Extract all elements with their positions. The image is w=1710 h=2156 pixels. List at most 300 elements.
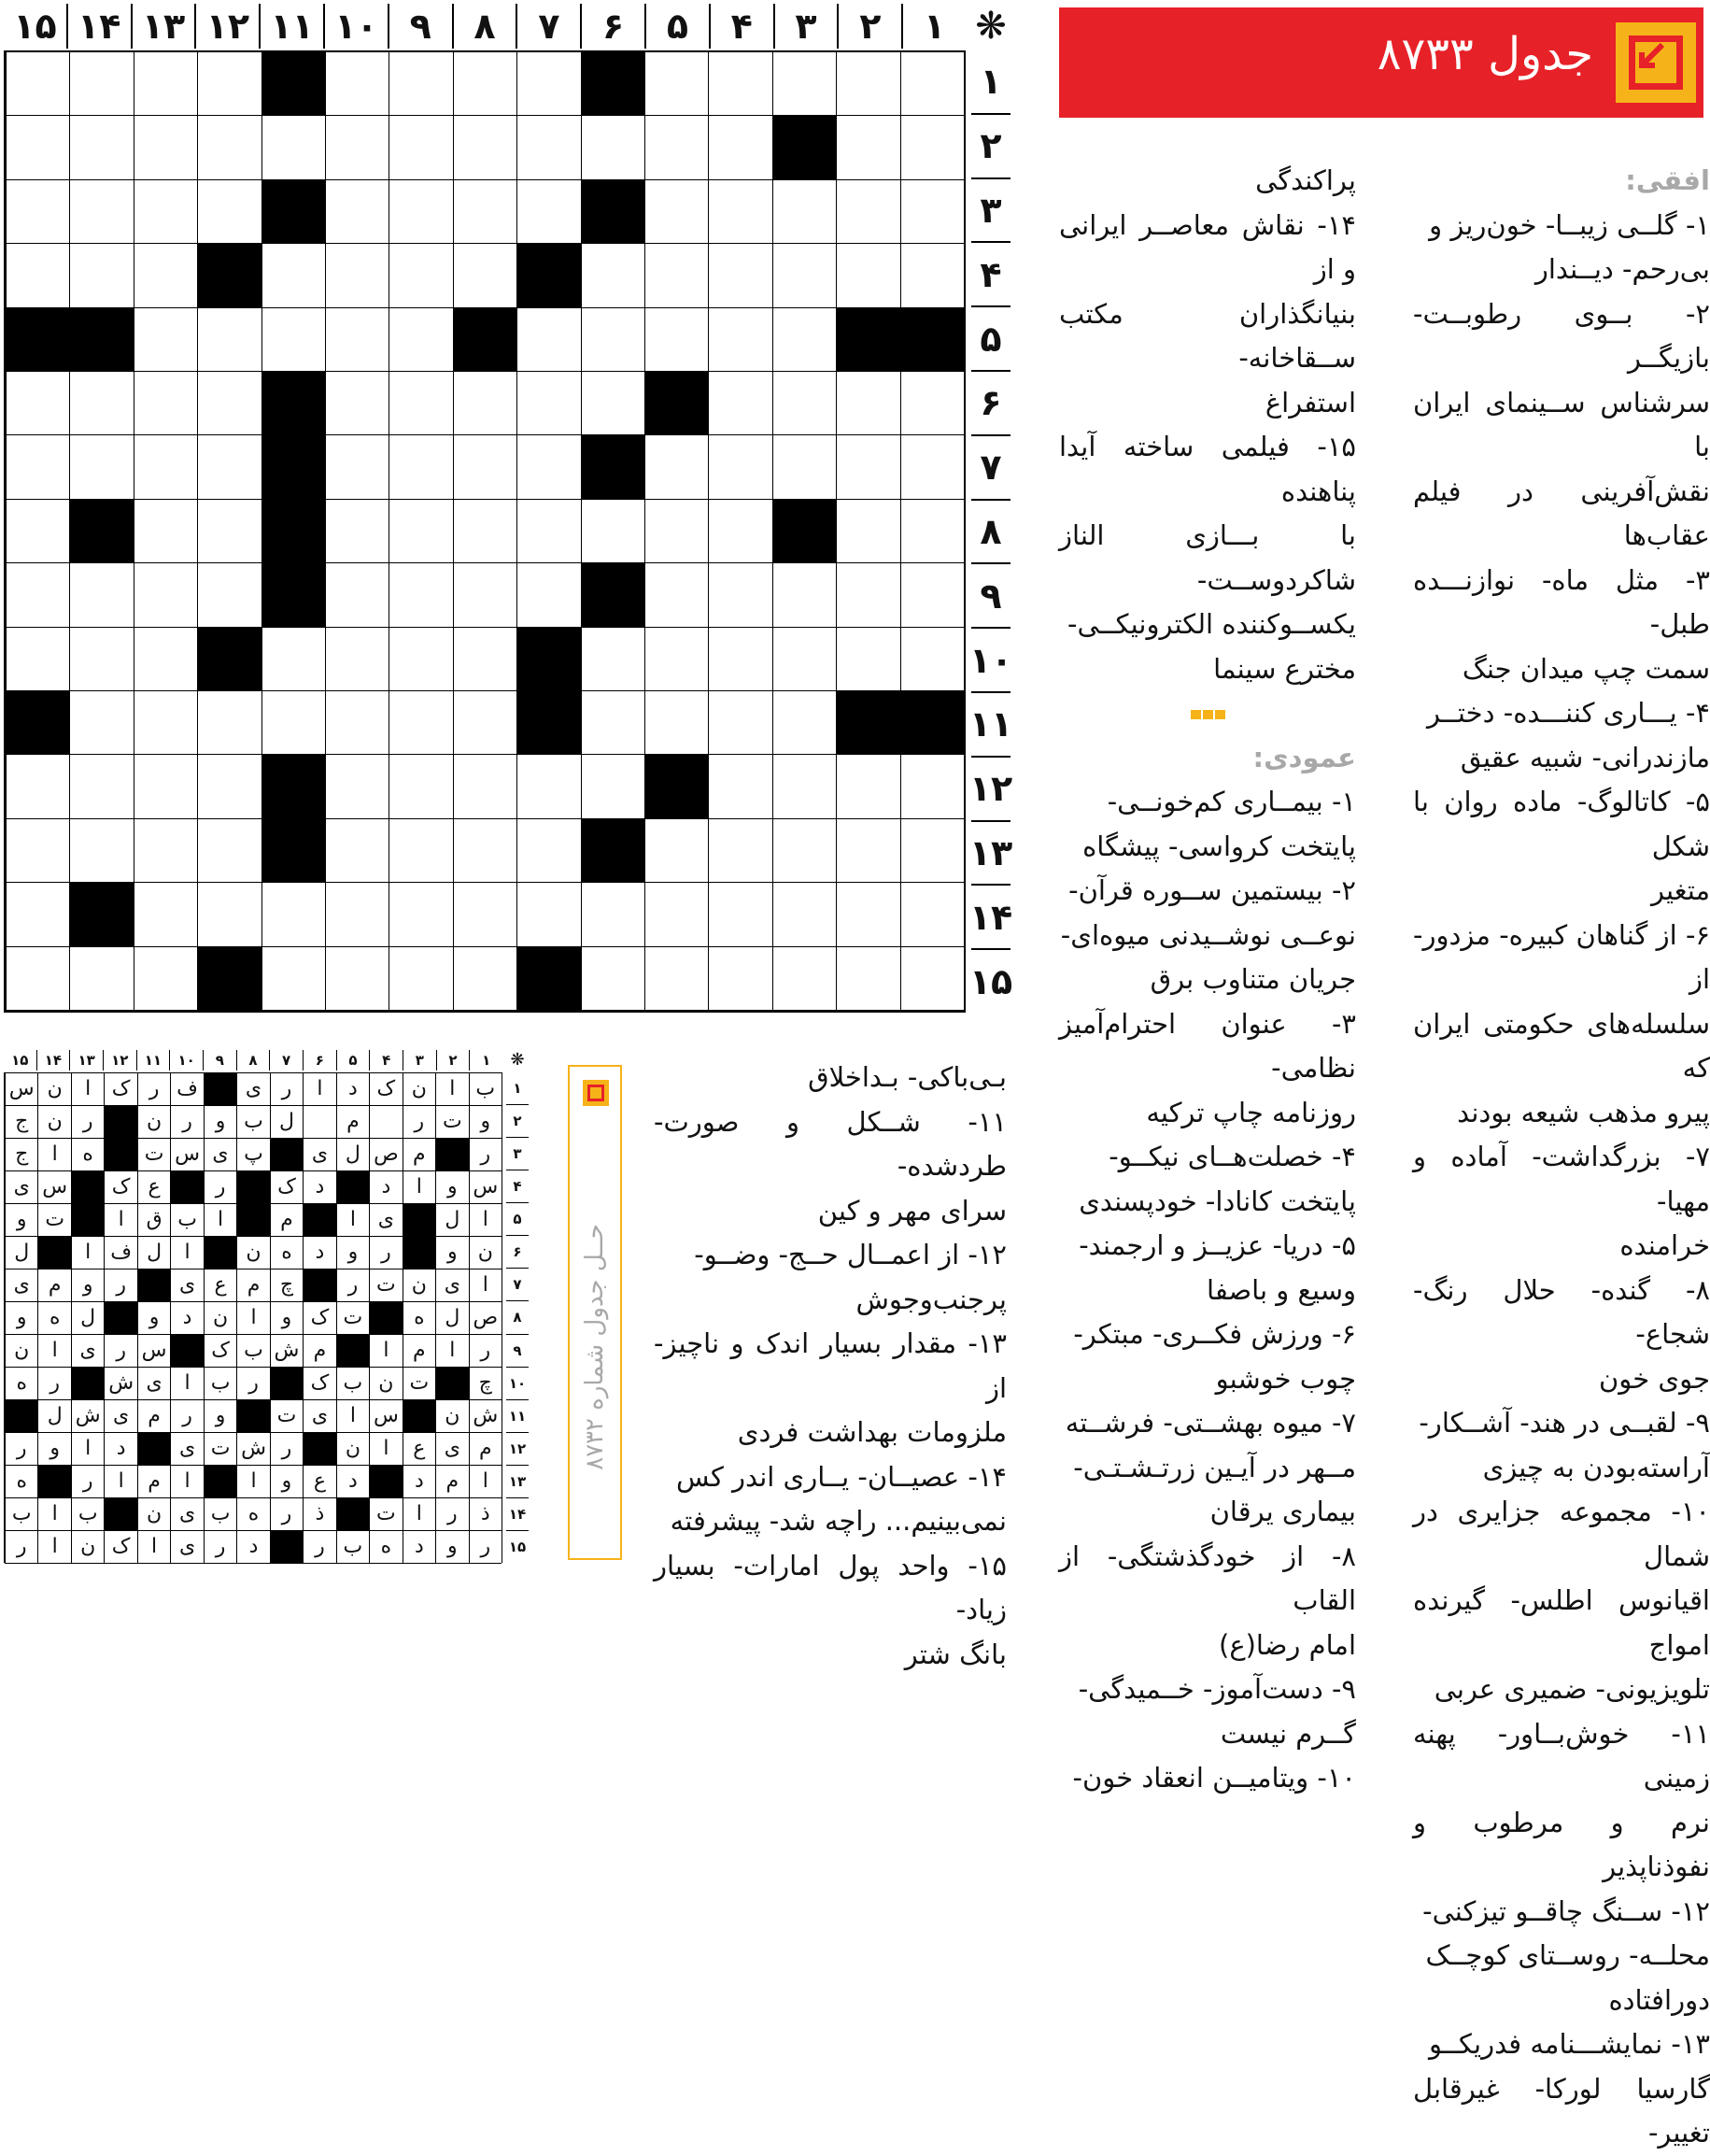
black-cell [6, 308, 69, 372]
empty-cell [581, 244, 644, 307]
empty-cell [516, 372, 580, 435]
row-number: ۵ [971, 307, 1010, 372]
column-number: ۷ [516, 4, 580, 49]
solution-column-numbers [4, 1050, 502, 1071]
clue-line: ۴- خصلت‌هــای نیکــو- [1109, 1141, 1356, 1172]
solution-cell: ت [204, 1433, 236, 1466]
clue-line: جریان متناوب برق [1150, 963, 1356, 995]
solution-cell: ا [170, 1466, 203, 1498]
solution-cell: ا [137, 1531, 170, 1564]
empty-cell [325, 819, 389, 883]
empty-cell [6, 180, 69, 244]
clue-line: با بـــازی الناز شاکردوســت- [1059, 519, 1356, 596]
clue-line: ۳- عنوان احترام‌آمیز نظامی- [1059, 1007, 1356, 1084]
empty-cell [325, 883, 389, 946]
empty-cell [6, 883, 69, 946]
solution-black-cell [303, 1433, 335, 1466]
empty-cell [261, 691, 325, 755]
solution-cell: و [336, 1237, 369, 1269]
solution-black-cell [170, 1171, 203, 1204]
empty-cell [644, 691, 708, 755]
solution-cell: م [403, 1335, 435, 1368]
solution-cell: ت [37, 1204, 70, 1237]
clue-line: ۱۱- شــکل و صورت- طردشده- [654, 1105, 1007, 1182]
clue-line: نرم و مرطوب و نفوذناپذیر [1413, 1806, 1710, 1882]
empty-cell [6, 435, 69, 499]
solution-cell: ب [336, 1368, 369, 1400]
solution-black-cell [435, 1139, 468, 1171]
solution-cell: ت [137, 1139, 170, 1171]
empty-cell [453, 563, 516, 627]
empty-cell [516, 52, 580, 116]
solution-cell: ک [303, 1302, 335, 1335]
empty-cell [134, 244, 197, 307]
row-number: ۱۰ [971, 629, 1010, 693]
solution-column-number: ۸ [236, 1050, 270, 1071]
solution-cell: م [137, 1466, 170, 1498]
clue-line: ۲- بــوی رطوبــت- بازیگــر [1413, 297, 1710, 374]
empty-cell [6, 755, 69, 818]
solution-cell: ا [170, 1368, 203, 1400]
clue-line: مــهر در آیـین زرتـشـتـی- [1073, 1451, 1356, 1483]
empty-cell [261, 116, 325, 179]
solution-row-number: ۴ [506, 1170, 529, 1203]
black-cell [69, 308, 133, 372]
row-number: ۱۲ [971, 758, 1010, 822]
empty-cell [453, 500, 516, 563]
empty-cell [836, 628, 899, 691]
solution-row-number: ۲ [506, 1105, 529, 1138]
empty-cell [836, 947, 899, 1011]
clue-line: بـی‌باکی- بـداخلاق [808, 1061, 1007, 1093]
empty-cell [389, 435, 452, 499]
empty-cell [581, 628, 644, 691]
solution-cell: ر [71, 1466, 104, 1498]
solution-cell: ی [369, 1204, 402, 1237]
black-cell [516, 947, 580, 1011]
row-number: ۲ [971, 115, 1010, 179]
empty-cell [708, 628, 771, 691]
empty-cell [644, 116, 708, 179]
empty-cell [453, 628, 516, 691]
solution-cell: د [303, 1171, 335, 1204]
empty-cell [516, 883, 580, 946]
solution-cell: ک [303, 1368, 335, 1400]
black-cell [197, 244, 261, 307]
empty-cell [6, 819, 69, 883]
solution-black-cell [435, 1368, 468, 1400]
column-number: ۱۱ [259, 4, 323, 49]
empty-cell [134, 755, 197, 818]
solution-cell: ر [469, 1531, 502, 1564]
black-cell [261, 52, 325, 116]
empty-cell [581, 308, 644, 372]
empty-cell [389, 883, 452, 946]
empty-cell [581, 755, 644, 818]
solution-cell: ه [5, 1466, 37, 1498]
empty-cell [197, 883, 261, 946]
solution-black-cell [71, 1171, 104, 1204]
solution-cell: و [469, 1106, 502, 1139]
empty-cell [900, 819, 964, 883]
solution-column-number: ۷ [269, 1050, 303, 1071]
solution-cell: ی [104, 1400, 136, 1433]
empty-cell [900, 883, 964, 946]
solution-black-cell [236, 1171, 269, 1204]
empty-cell [134, 435, 197, 499]
clue-line: بانگ شتر [904, 1638, 1007, 1670]
clue-line: بی‌رحم- دیــندار [1534, 253, 1710, 285]
solution-cell: ر [170, 1400, 203, 1433]
empty-cell [644, 819, 708, 883]
solution-cell: ا [469, 1466, 502, 1498]
clue-line: ۱۳- نمایشـــنامه فدریکــو [1429, 2028, 1710, 2060]
solution-column-number: ۱۳ [69, 1050, 103, 1071]
solution-black-cell [403, 1204, 435, 1237]
row-number: ۱ [971, 50, 1010, 115]
black-cell [261, 435, 325, 499]
empty-cell [325, 691, 389, 755]
empty-cell [325, 372, 389, 435]
empty-cell [134, 52, 197, 116]
clue-line: پایتخت کانادا- خودپسندی [1079, 1184, 1356, 1217]
empty-cell [644, 563, 708, 627]
solution-cell: ل [435, 1302, 468, 1335]
solution-cell: ی [435, 1269, 468, 1302]
solution-cell: ن [403, 1269, 435, 1302]
solution-cell: ک [204, 1335, 236, 1368]
empty-cell [516, 819, 580, 883]
solution-row-number: ۱۵ [508, 1538, 527, 1555]
solution-black-cell [137, 1433, 170, 1466]
clue-line: بیماری یرقان [1209, 1496, 1356, 1527]
solution-cell: ی [137, 1368, 170, 1400]
solution-black-cell [236, 1400, 269, 1433]
empty-cell [772, 244, 836, 307]
empty-cell [134, 628, 197, 691]
empty-cell [134, 691, 197, 755]
solution-cell: ه [236, 1498, 269, 1531]
black-cell [197, 628, 261, 691]
empty-cell [581, 500, 644, 563]
row-number: ۱۱ [971, 693, 1010, 758]
solution-black-cell [204, 1237, 236, 1269]
empty-cell [836, 435, 899, 499]
empty-cell [900, 628, 964, 691]
clue-line: ۴- یـــاری کننـــده- دختــر [1426, 697, 1710, 729]
empty-cell [325, 500, 389, 563]
solution-cell: ت [369, 1498, 402, 1531]
solution-cell: و [5, 1204, 37, 1237]
column-number: ۱۳ [131, 4, 195, 49]
empty-cell [453, 244, 516, 307]
clue-line: ۱۰- مجموعه جزایری در شمال [1413, 1496, 1710, 1572]
solution-cell: ر [469, 1335, 502, 1368]
clue-line: امام رضا(ع) [1219, 1628, 1356, 1661]
solution-cell: ا [71, 1433, 104, 1466]
clue-line: یکســوکننده الکترونیکــی- [1067, 608, 1356, 640]
empty-cell [900, 563, 964, 627]
row-number: ۱۳ [971, 822, 1010, 887]
empty-cell [772, 52, 836, 116]
clue-line: نوعــی نوشــیدنی میوه‌ای- [1060, 918, 1356, 951]
empty-cell [69, 372, 133, 435]
empty-cell [6, 244, 69, 307]
empty-cell [644, 947, 708, 1011]
empty-cell [900, 244, 964, 307]
solution-logo-icon [583, 1080, 609, 1106]
empty-cell [453, 372, 516, 435]
solution-cell: ی [5, 1269, 37, 1302]
empty-cell [453, 116, 516, 179]
solution-black-cell [270, 1368, 303, 1400]
solution-cell: و [435, 1171, 468, 1204]
column-number: ۳ [773, 4, 838, 49]
solution-cell: ر [104, 1269, 136, 1302]
empty-cell [516, 500, 580, 563]
empty-cell [261, 883, 325, 946]
empty-cell [900, 52, 964, 116]
black-cell [581, 563, 644, 627]
solution-cell: ص [469, 1302, 502, 1335]
empty-cell [708, 563, 771, 627]
empty-cell [69, 563, 133, 627]
empty-cell [708, 500, 771, 563]
solution-cell: ر [270, 1073, 303, 1106]
empty-cell [772, 372, 836, 435]
solution-cell: ا [336, 1204, 369, 1237]
empty-cell [453, 883, 516, 946]
row-number: ۱۵ [968, 960, 1013, 1002]
empty-cell [389, 755, 452, 818]
clue-line: گارسیا لورکا- غیرقابل تغییر- [1413, 2072, 1710, 2149]
separator-dots-icon [1059, 691, 1356, 736]
row-number: ۷ [971, 436, 1010, 501]
empty-cell [516, 180, 580, 244]
solution-column-number: ۱۱ [136, 1050, 170, 1071]
solution-cell: ل [336, 1139, 369, 1171]
clue-line: ۲- بیستمین ســوره قرآن- [1068, 874, 1356, 906]
solution-cell: ن [435, 1400, 468, 1433]
solution-cell: ت [270, 1400, 303, 1433]
solution-black-cell [336, 1171, 369, 1204]
solution-cell: ن [137, 1106, 170, 1139]
solution-row-number: ۱۴ [506, 1498, 529, 1531]
solution-cell: ه [37, 1302, 70, 1335]
solution-row-number: ۶ [506, 1236, 529, 1269]
black-cell [516, 244, 580, 307]
solution-column-number: ۱۲ [103, 1050, 136, 1071]
clue-line: ۱۲- از اعمــال حــج- وضــو- [694, 1239, 1007, 1270]
empty-cell [581, 691, 644, 755]
solution-cell: م [469, 1433, 502, 1466]
solution-black-cell [303, 1269, 335, 1302]
solution-cell: ن [369, 1368, 402, 1400]
solution-cell: ن [336, 1433, 369, 1466]
empty-cell [644, 308, 708, 372]
solution-column-number: ۳ [403, 1050, 436, 1071]
solution-cell: ک [104, 1171, 136, 1204]
empty-cell [581, 947, 644, 1011]
solution-cell: ا [71, 1073, 104, 1106]
empty-cell [836, 116, 899, 179]
solution-cell: ش [104, 1368, 136, 1400]
solution-column-number: ۱ [469, 1050, 502, 1071]
empty-cell [453, 435, 516, 499]
solution-cell: ل [137, 1237, 170, 1269]
solution-black-cell [71, 1204, 104, 1237]
clue-line: ۱۴- عصیــان- یــاری اندر کس [675, 1460, 1007, 1493]
clue-line: ۱۳- مقدار بسیار اندک و ناچیز- از [654, 1327, 1007, 1404]
solution-cell: ت [369, 1269, 402, 1302]
solution-cell: ر [435, 1498, 468, 1531]
empty-cell [325, 435, 389, 499]
empty-cell [261, 244, 325, 307]
solution-cell: د [104, 1433, 136, 1466]
empty-cell [581, 372, 644, 435]
solution-cell: ب [236, 1335, 269, 1368]
empty-cell [69, 628, 133, 691]
empty-cell [197, 819, 261, 883]
solution-column-number: ۱۴ [36, 1050, 70, 1071]
solution-column-number: ۵ [336, 1050, 370, 1071]
clue-line: ملزومات بهداشت فردی [737, 1416, 1007, 1448]
solution-cell: و [204, 1106, 236, 1139]
black-cell [261, 563, 325, 627]
solution-cell: م [270, 1204, 303, 1237]
solution-cell: د [303, 1237, 335, 1269]
solution-cell: م [403, 1139, 435, 1171]
black-cell [261, 372, 325, 435]
empty-cell [772, 435, 836, 499]
solution-cell: ر [170, 1106, 203, 1139]
empty-cell [453, 52, 516, 116]
clue-line: دورافتاده [1608, 1983, 1710, 2016]
solution-cell: ی [170, 1531, 203, 1564]
solution-cell: ت [435, 1106, 468, 1139]
clues-column-horizontal [1413, 159, 1710, 2156]
clue-line: ۱۱- خوش‌بــاور- پهنه زمینی [1413, 1717, 1710, 1794]
empty-cell [6, 116, 69, 179]
clue-line: ۱۲- ســنگ چاقــو تیزکنی- [1422, 1894, 1710, 1927]
clue-line: مخترع سینما [1213, 652, 1356, 685]
empty-cell [69, 244, 133, 307]
solution-cell: ا [435, 1073, 468, 1106]
black-cell [900, 308, 964, 372]
empty-cell [708, 244, 771, 307]
solution-column-number: ۱۵ [11, 1052, 29, 1069]
clue-heading: افقی: [1625, 164, 1710, 196]
empty-cell [6, 947, 69, 1011]
solution-cell: ا [104, 1466, 136, 1498]
empty-cell [6, 372, 69, 435]
black-cell [516, 691, 580, 755]
solution-label-box [568, 1065, 622, 1560]
solution-cell: پ [236, 1139, 269, 1171]
empty-cell [69, 52, 133, 116]
solution-cell: ر [303, 1531, 335, 1564]
empty-cell [6, 628, 69, 691]
solution-cell: ق [137, 1204, 170, 1237]
empty-cell [836, 563, 899, 627]
row-numbers [968, 50, 1013, 1013]
clue-line: روزنامه چاپ ترکیه [1146, 1096, 1356, 1128]
empty-cell [708, 116, 771, 179]
solution-row-number: ۵ [506, 1203, 529, 1236]
clue-line: سرشناس ســینمای ایران با [1413, 386, 1710, 462]
empty-cell [836, 52, 899, 116]
empty-cell [134, 563, 197, 627]
solution-cell: ا [336, 1400, 369, 1433]
black-cell [581, 52, 644, 116]
empty-cell [708, 435, 771, 499]
solution-cell: د [236, 1531, 269, 1564]
solution-column-number: ۹ [203, 1050, 236, 1071]
solution-cell: ا [303, 1073, 335, 1106]
empty-cell [325, 563, 389, 627]
solution-cell: ا [104, 1204, 136, 1237]
empty-cell [453, 819, 516, 883]
solution-black-cell [403, 1237, 435, 1269]
empty-cell [772, 947, 836, 1011]
black-cell [900, 691, 964, 755]
solution-cell: ر [369, 1237, 402, 1269]
solution-cell: ر [204, 1171, 236, 1204]
solution-cell: ی [170, 1498, 203, 1531]
solution-cell: ر [104, 1335, 136, 1368]
clue-line: پایتخت کرواسی- پیشگاه [1082, 830, 1356, 862]
empty-cell [69, 435, 133, 499]
column-number: ۴ [709, 4, 773, 49]
empty-cell [772, 883, 836, 946]
solution-cell: ر [270, 1498, 303, 1531]
solution-row-number: ۱۱ [506, 1400, 529, 1433]
solution-cell: و [137, 1302, 170, 1335]
solution-black-cell [403, 1400, 435, 1433]
empty-cell [900, 372, 964, 435]
empty-cell [836, 180, 899, 244]
clue-line: ۱۴- نقاش معاصــر ایرانی و از [1059, 208, 1356, 285]
clue-heading: عمودی: [1252, 741, 1356, 773]
solution-cell: م [37, 1269, 70, 1302]
solution-cell: ب [204, 1368, 236, 1400]
solution-cell: ن [37, 1073, 70, 1106]
clue-line: ۱۵- فیلمی ساخته آیدا پناهنده [1059, 431, 1356, 507]
empty-cell [69, 755, 133, 818]
empty-cell [134, 180, 197, 244]
solution-cell: ش [71, 1400, 104, 1433]
empty-cell [69, 180, 133, 244]
clue-line: سمت چپ میدان جنگ [1462, 652, 1710, 685]
solution-cell: م [303, 1335, 335, 1368]
empty-cell [261, 308, 325, 372]
row-number: ۹ [971, 564, 1010, 629]
solution-black-cell [270, 1531, 303, 1564]
black-cell [261, 180, 325, 244]
solution-row-number: ۷ [506, 1269, 529, 1301]
solution-cell: ا [37, 1498, 70, 1531]
clue-line: بنیانگذاران مکتب ســقاخانه- [1059, 297, 1356, 374]
solution-cell: ع [403, 1433, 435, 1466]
solution-cell: ر [71, 1106, 104, 1139]
solution-cell: ی [204, 1139, 236, 1171]
empty-cell [261, 628, 325, 691]
empty-cell [134, 883, 197, 946]
black-cell [836, 308, 899, 372]
solution-column-number: ۲ [436, 1050, 470, 1071]
empty-cell [581, 116, 644, 179]
solution-cell [369, 1106, 402, 1139]
